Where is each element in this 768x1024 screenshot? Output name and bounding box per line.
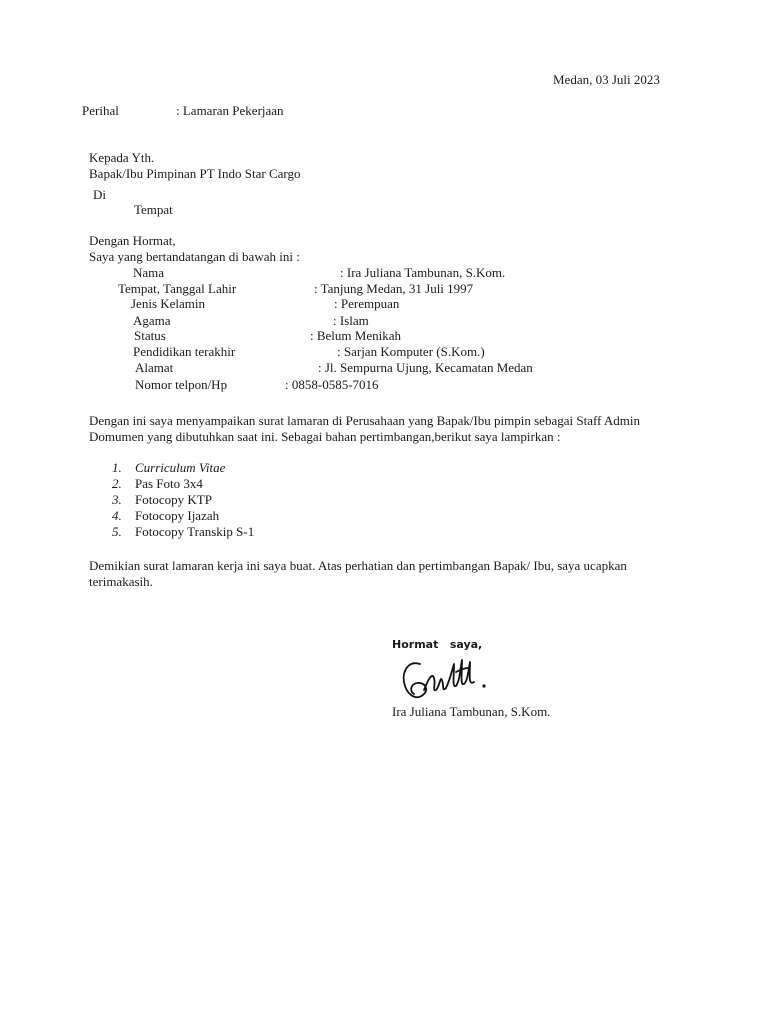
- identity-value-address: : Jl. Sempurna Ujung, Kecamatan Medan: [318, 360, 533, 375]
- place-date: Medan, 03 Juli 2023: [553, 72, 660, 87]
- intro-line: Saya yang bertandatangan di bawah ini :: [89, 249, 300, 264]
- identity-label-birth: Tempat, Tanggal Lahir: [118, 281, 237, 296]
- attachment-number: 2.: [112, 476, 122, 491]
- identity-label-religion: Agama: [133, 313, 171, 328]
- subject-value: : Lamaran Pekerjaan: [176, 103, 284, 118]
- identity-value-phone: : 0858-0585-7016: [285, 377, 379, 392]
- recipient-line-3: Di: [93, 187, 106, 202]
- identity-value-birth: : Tanjung Medan, 31 Juli 1997: [314, 281, 474, 296]
- attachment-number: 4.: [112, 508, 122, 523]
- attachment-item: Curriculum Vitae: [135, 460, 226, 475]
- recipient-line-1: Kepada Yth.: [89, 150, 155, 165]
- attachment-number: 1.: [112, 460, 122, 475]
- greeting: Dengan Hormat,: [89, 233, 176, 248]
- signoff: Hormat saya,: [392, 638, 483, 651]
- signer-name: Ira Juliana Tambunan, S.Kom.: [392, 704, 551, 719]
- identity-label-address: Alamat: [135, 360, 174, 375]
- identity-label-phone: Nomor telpon/Hp: [135, 377, 228, 392]
- identity-label-name: Nama: [133, 265, 165, 280]
- attachment-item: Fotocopy Ijazah: [135, 508, 220, 523]
- attachment-item: Fotocopy Transkip S-1: [135, 524, 255, 539]
- attachment-item: Pas Foto 3x4: [135, 476, 203, 491]
- identity-value-name: : Ira Juliana Tambunan, S.Kom.: [340, 265, 506, 280]
- identity-value-education: : Sarjan Komputer (S.Kom.): [337, 344, 485, 359]
- handwritten-signature: [398, 650, 493, 705]
- attachment-item: Fotocopy KTP: [135, 492, 212, 507]
- identity-value-status: : Belum Menikah: [310, 328, 401, 343]
- recipient-line-4: Tempat: [134, 202, 173, 217]
- attachment-number: 5.: [112, 524, 122, 539]
- body-paragraph: Dengan ini saya menyampaikan surat lamaran di Perusahaan yang Bapak/Ibu pimpin sebagai Staff Admin Domumen yang dibutuhkan saat ini. Sebagai bahan pertimbangan,berikut saya lampirkan :: [89, 413, 641, 444]
- identity-value-religion: : Islam: [333, 313, 369, 328]
- identity-label-gender: Jenis Kelamin: [131, 296, 206, 311]
- identity-label-status: Status: [134, 328, 166, 343]
- closing-paragraph: Demikian surat lamaran kerja ini saya buat. Atas perhatian dan pertimbangan Bapak/ Ibu, saya ucapkan terimakasih.: [89, 558, 627, 589]
- subject-label: Perihal: [82, 103, 119, 118]
- identity-value-gender: : Perempuan: [334, 296, 400, 311]
- attachment-number: 3.: [112, 492, 122, 507]
- identity-label-education: Pendidikan terakhir: [133, 344, 236, 359]
- recipient-line-2: Bapak/Ibu Pimpinan PT Indo Star Cargo: [89, 166, 301, 181]
